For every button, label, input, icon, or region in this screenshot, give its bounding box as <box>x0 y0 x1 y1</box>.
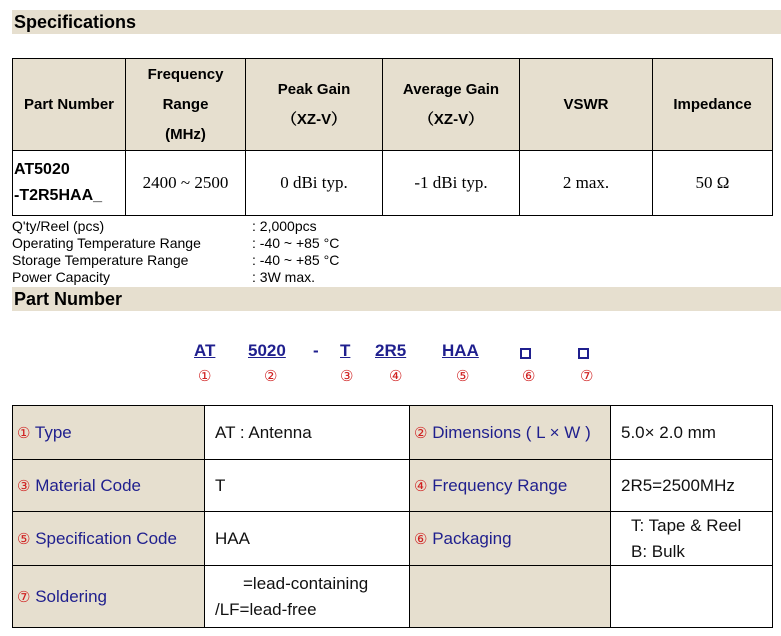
header-vswr: VSWR <box>520 59 653 151</box>
label-specification-text: Specification Code <box>35 528 177 548</box>
cell-frequency: 2400 ~ 2500 <box>126 151 246 216</box>
code-index-1: ① <box>198 368 212 385</box>
code-part-dimensions: 5020 <box>248 341 286 360</box>
value-specification-code: HAA <box>205 512 410 566</box>
label-packaging-text: Packaging <box>432 528 512 548</box>
code-part-frequency: 2R5 <box>375 341 407 360</box>
part-number-l2: -T2R5HAA_ <box>14 187 103 204</box>
code-part-type: AT <box>194 341 216 360</box>
code-index-7: ⑦ <box>580 368 594 385</box>
section-title-part-number: Part Number <box>12 287 781 311</box>
property-value: : -40 ~ +85 °C <box>252 252 340 268</box>
index-5: ⑤ <box>17 530 31 548</box>
header-frequency-range <box>126 59 246 151</box>
value-packaging-l2: B: Bulk <box>631 541 685 561</box>
header-peak-gain <box>246 59 383 151</box>
header-frequency-l2: Range <box>162 95 209 113</box>
cell-vswr: 2 max. <box>520 151 653 216</box>
header-peak-l1: Peak Gain <box>277 80 351 98</box>
label-material-code <box>13 460 205 512</box>
pn-row <box>13 460 773 512</box>
code-index-3: ③ <box>340 368 354 385</box>
value-soldering-l2: /LF=lead-free <box>215 599 317 619</box>
index-7: ⑦ <box>17 588 31 606</box>
part-code-breakdown <box>0 341 781 385</box>
property-label: Storage Temperature Range <box>12 252 189 268</box>
header-avg-l2: （XZ-V） <box>418 110 484 128</box>
spec-data-row <box>13 151 773 216</box>
code-part-spec: HAA <box>442 341 479 360</box>
property-row <box>12 252 339 269</box>
header-average-gain <box>383 59 520 151</box>
value-packaging-l1: T: Tape & Reel <box>631 515 742 535</box>
pn-row <box>13 406 773 460</box>
property-value: : 3W max. <box>252 269 316 285</box>
code-dash: - <box>313 341 319 360</box>
label-type-text: Type <box>34 422 72 442</box>
label-specification-code <box>13 512 205 566</box>
code-index-6: ⑥ <box>522 368 536 385</box>
property-label: Operating Temperature Range <box>12 235 201 251</box>
property-value: : 2,000pcs <box>252 218 317 234</box>
code-part-material: T <box>340 341 351 360</box>
label-frequency-range <box>410 460 611 512</box>
label-frequency-text: Frequency Range <box>432 475 568 495</box>
cell-part-number <box>13 151 126 216</box>
label-soldering-text: Soldering <box>35 586 108 606</box>
property-row <box>12 218 339 235</box>
label-dimensions <box>410 406 611 460</box>
value-material-code: T <box>205 460 410 512</box>
code-soldering-box-icon <box>578 343 589 363</box>
index-2: ② <box>414 424 428 442</box>
index-3: ③ <box>17 477 31 495</box>
value-packaging <box>611 512 773 566</box>
index-1: ① <box>17 424 31 442</box>
property-value: : -40 ~ +85 °C <box>252 235 340 251</box>
code-index-5: ⑤ <box>456 368 470 385</box>
section-title-specifications: Specifications <box>12 10 781 34</box>
index-4: ④ <box>414 477 428 495</box>
header-part-number: Part Number <box>13 59 126 151</box>
label-soldering <box>13 566 205 628</box>
value-empty <box>611 566 773 628</box>
header-impedance: Impedance <box>653 59 773 151</box>
pn-row <box>13 566 773 628</box>
label-dimensions-text: Dimensions ( L × W ) <box>432 422 591 442</box>
spec-header-row <box>13 59 773 151</box>
code-index-4: ④ <box>389 368 403 385</box>
cell-impedance: 50 Ω <box>653 151 773 216</box>
value-dimensions: 5.0× 2.0 mm <box>611 406 773 460</box>
value-type: AT : Antenna <box>205 406 410 460</box>
code-index-2: ② <box>264 368 278 385</box>
header-avg-l1: Average Gain <box>402 80 500 98</box>
specifications-table <box>12 58 773 216</box>
header-peak-l2: （XZ-V） <box>281 110 347 128</box>
property-row <box>12 235 339 252</box>
part-number-table <box>12 405 773 628</box>
label-packaging <box>410 512 611 566</box>
label-empty <box>410 566 611 628</box>
code-packaging-box-icon <box>520 343 531 363</box>
value-soldering-l1: =lead-containing <box>243 573 369 593</box>
value-frequency-range: 2R5=2500MHz <box>611 460 773 512</box>
property-label: Q'ty/Reel (pcs) <box>12 218 105 234</box>
part-number-l1: AT5020 <box>14 161 70 178</box>
cell-average-gain: -1 dBi typ. <box>383 151 520 216</box>
value-soldering <box>205 566 410 628</box>
header-frequency-l1: Frequency <box>147 65 224 83</box>
header-frequency-l3: (MHz) <box>165 125 206 143</box>
property-label: Power Capacity <box>12 269 111 285</box>
properties-list <box>12 218 339 286</box>
cell-peak-gain: 0 dBi typ. <box>246 151 383 216</box>
label-type <box>13 406 205 460</box>
property-row <box>12 269 339 286</box>
index-6: ⑥ <box>414 530 428 548</box>
pn-row <box>13 512 773 566</box>
label-material-text: Material Code <box>35 475 142 495</box>
